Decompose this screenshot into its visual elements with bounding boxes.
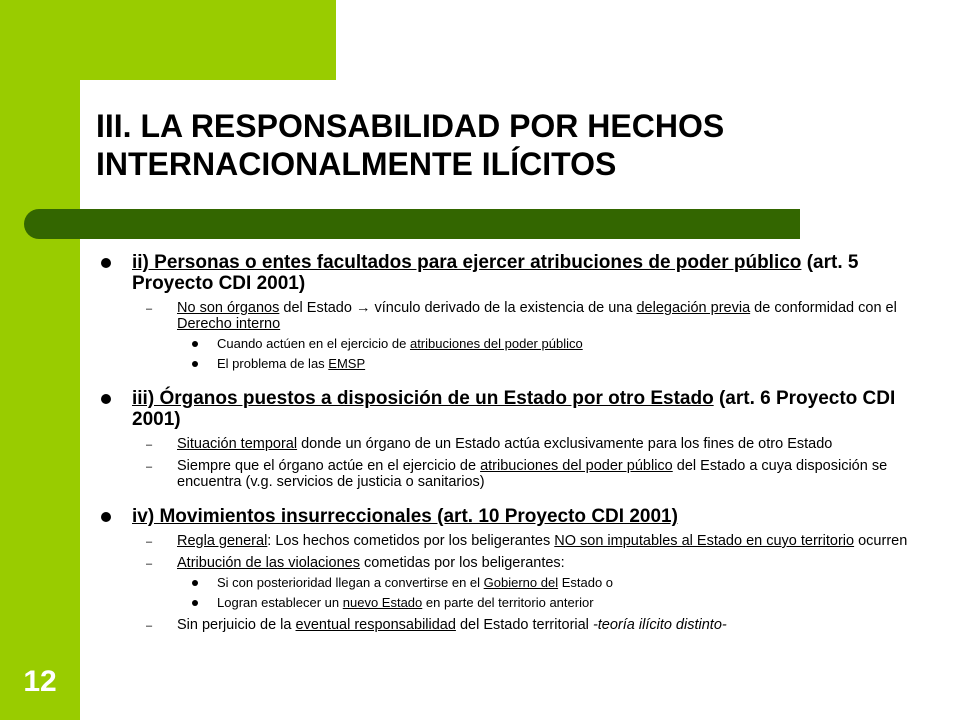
page-number: 12: [23, 665, 57, 698]
bullet-level3: El problema de las EMSP: [100, 356, 922, 372]
section-personas-entes: [100, 252, 922, 372]
section-movimientos-insurreccionales: [100, 506, 922, 633]
bullet-level3: Logran establecer un nuevo Estado en parte del territorio anterior: [100, 595, 922, 611]
bullet-level2: – Siempre que el órgano actúe en el ejercicio de atribuciones del poder público del Estado a cuya disposición se encuentra (v.g. servicios de justicia o sanitarios): [100, 458, 922, 490]
arrow-right-icon: →: [355, 300, 371, 316]
bullet-level3: Si con posterioridad llegan a convertirse en el Gobierno del Estado o: [100, 575, 922, 591]
bullet-level1: ii) Personas o entes facultados para ejercer atribuciones de poder público (art. 5 Proyecto CDI 2001): [100, 252, 922, 294]
top-accent-band: [80, 0, 336, 80]
bullet-level1: iii) Órganos puestos a disposición de un Estado por otro Estado (art. 6 Proyecto CDI 2001): [100, 388, 922, 430]
section-organos-puestos: [100, 388, 922, 490]
bullet-level2: – Atribución de las violaciones cometidas por los beligerantes:: [100, 555, 922, 571]
bullet-level2: – No son órganos del Estado → vínculo derivado de la existencia de una delegación previa de conformidad con el Derecho interno: [100, 300, 922, 332]
slide-title: III. LA RESPONSABILIDAD POR HECHOS INTERNACIONALMENTE ILÍCITOS: [96, 108, 725, 182]
bullet-level3: Cuando actúen en el ejercicio de atribuciones del poder público: [100, 336, 922, 352]
slide-content: [100, 252, 922, 649]
left-accent-band: [0, 0, 80, 720]
bullet-level1: iv) Movimientos insurreccionales (art. 10 Proyecto CDI 2001): [100, 506, 922, 527]
bullet-level2: – Sin perjuicio de la eventual responsabilidad del Estado territorial -teoría ilícito distinto-: [100, 617, 922, 633]
title-underline-bar: [24, 209, 800, 239]
bullet-level2: – Regla general: Los hechos cometidos por los beligerantes NO son imputables al Estado en cuyo territorio ocurren: [100, 533, 922, 549]
bullet-level2: – Situación temporal donde un órgano de un Estado actúa exclusivamente para los fines de otro Estado: [100, 436, 922, 452]
